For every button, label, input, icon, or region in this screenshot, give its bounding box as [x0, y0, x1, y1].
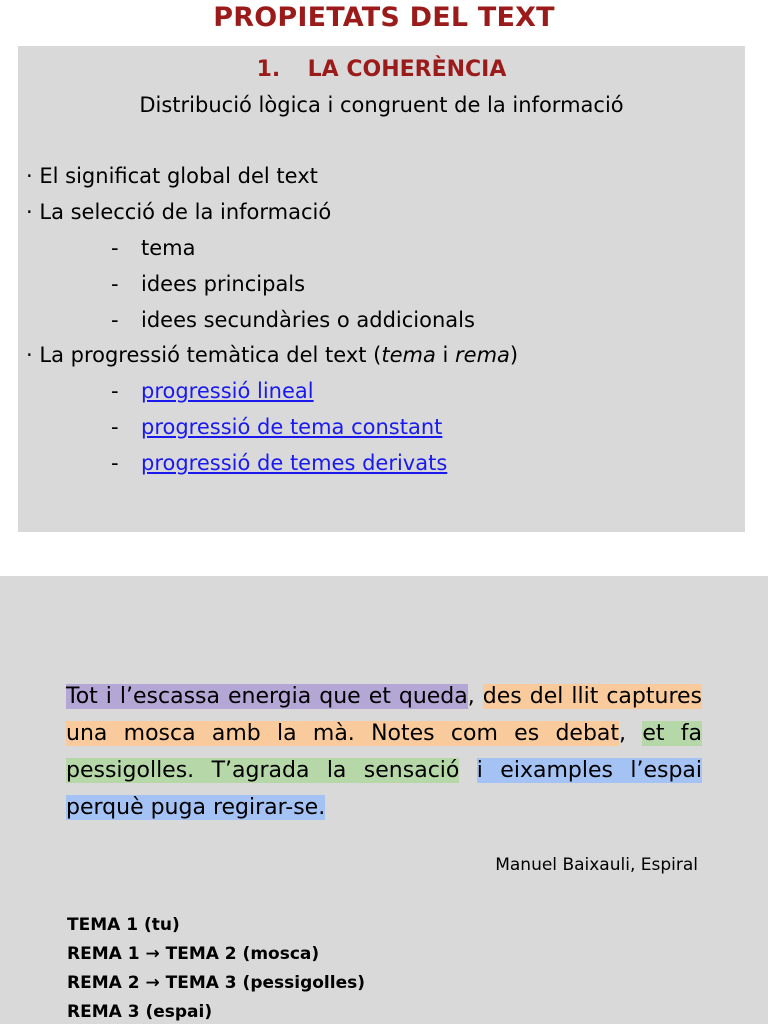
section-number: 1.: [256, 57, 281, 82]
page-title: PROPIETATS DEL TEXT: [213, 2, 555, 33]
progression-tema: tema: [381, 343, 436, 367]
highlight-rema3: i eixamples l’espai perquè puga regirar-se.: [66, 758, 703, 820]
bullet-item: [26, 164, 318, 188]
tema-line: REMA 3 (espai): [67, 1002, 213, 1022]
bullet-item-progression: [26, 343, 518, 367]
link-progressio-temes-derivats[interactable]: progressió de temes derivats: [141, 451, 448, 475]
highlight-rema1: des del llit captures una mosca amb la mà. Notes com es debat: [66, 684, 703, 746]
progression-and: i: [435, 343, 456, 367]
quote-author: Manuel Baixauli, Espiral: [495, 855, 698, 875]
selection-item: tema: [141, 236, 196, 260]
dash-marker: -: [111, 451, 119, 475]
separator: ,: [467, 684, 483, 709]
bullet-marker: ·: [26, 343, 33, 367]
separator: [459, 758, 476, 783]
section-description: Distribució lògica i congruent de la informació: [139, 93, 624, 117]
tema-line: TEMA 1 (tu): [67, 915, 180, 935]
bullet-marker: ·: [26, 200, 33, 224]
tema-line: REMA 1 → TEMA 2 (mosca): [67, 944, 320, 964]
link-progressio-tema-constant[interactable]: progressió de tema constant: [141, 415, 443, 439]
coherence-panel: [18, 46, 745, 532]
tema-line: REMA 2 → TEMA 3 (pessigolles): [67, 973, 366, 993]
section-heading: [18, 57, 745, 82]
dash-marker: -: [111, 415, 119, 439]
dash-marker: -: [111, 308, 119, 332]
example-panel: [0, 576, 768, 1024]
bullet-marker: ·: [26, 164, 33, 188]
progression-prefix: La progressió temàtica del text (: [39, 343, 382, 367]
link-progressio-lineal[interactable]: progressió lineal: [141, 379, 314, 403]
bullet-text: El significat global del text: [39, 164, 318, 188]
example-paragraph: [66, 678, 702, 826]
highlight-tema1: Tot i l’escassa energia que et queda: [66, 684, 468, 709]
dash-marker: -: [111, 379, 119, 403]
dash-marker: -: [111, 236, 119, 260]
selection-item: idees secundàries o addicionals: [141, 308, 475, 332]
separator: ,: [619, 721, 643, 746]
section-heading-text: LA COHERÈNCIA: [307, 57, 507, 82]
highlight-rema2: et fa pessigolles. T’agrada la sensació: [66, 721, 702, 783]
bullet-item: [26, 200, 331, 224]
dash-marker: -: [111, 272, 119, 296]
selection-item: idees principals: [141, 272, 306, 296]
bullet-text: La selecció de la informació: [39, 200, 332, 224]
progression-suffix: ): [509, 343, 519, 367]
progression-rema: rema: [455, 343, 510, 367]
